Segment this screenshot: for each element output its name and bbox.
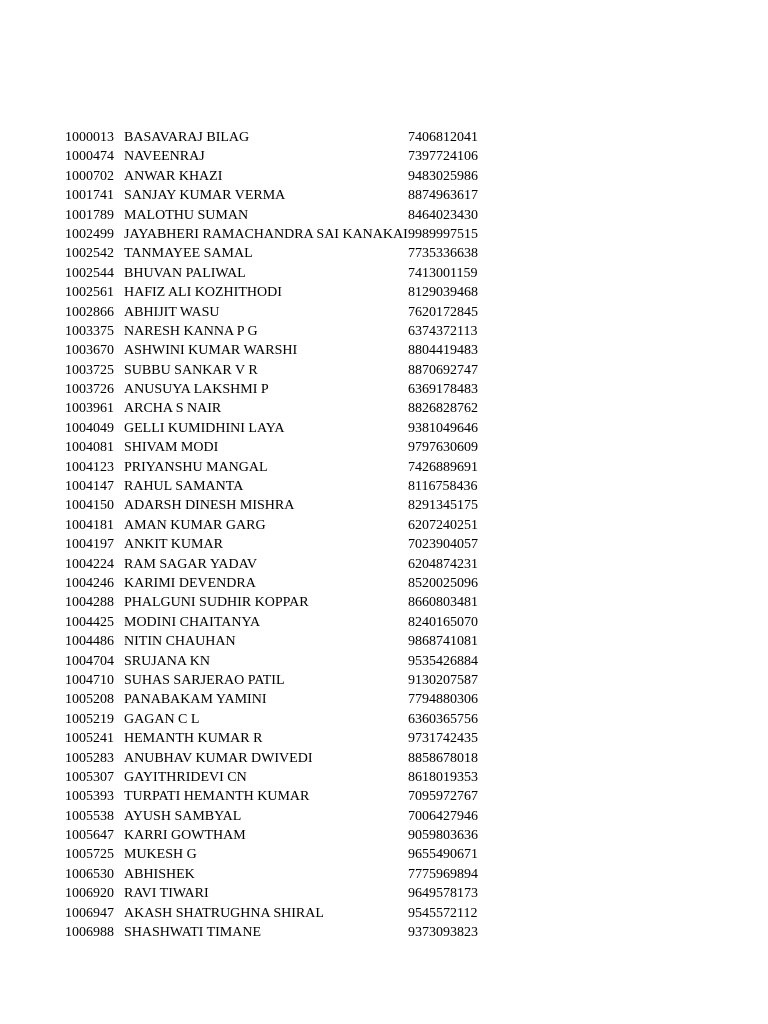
table-row <box>65 535 545 554</box>
record-phone: 8826828762 <box>408 401 478 417</box>
record-phone: 8116758436 <box>408 479 478 495</box>
record-name: ABHISHEK <box>124 866 195 882</box>
record-phone: 7620172845 <box>408 304 478 320</box>
record-id: 1006947 <box>65 905 114 921</box>
record-phone: 9059803636 <box>408 828 478 844</box>
record-id: 1004246 <box>65 575 114 591</box>
record-name: KARIMI DEVENDRA <box>124 575 256 591</box>
table-row <box>65 167 545 186</box>
table-row <box>65 128 545 147</box>
record-phone: 9989997515 <box>408 226 478 242</box>
table-row <box>65 516 545 535</box>
record-id: 1005283 <box>65 750 114 766</box>
record-phone: 6204874231 <box>408 556 478 572</box>
record-name: KARRI GOWTHAM <box>124 828 246 844</box>
record-phone: 9483025986 <box>408 168 478 184</box>
record-name: BASAVARAJ BILAG <box>124 130 250 145</box>
record-id: 1002561 <box>65 285 114 301</box>
record-phone: 7006427946 <box>408 808 478 824</box>
record-name: ANKIT KUMAR <box>124 537 223 553</box>
record-phone: 9381049646 <box>408 420 478 436</box>
table-row <box>65 496 545 515</box>
record-id: 1004081 <box>65 440 114 456</box>
record-id: 1004486 <box>65 634 114 650</box>
record-name: GAYITHRIDEVI CN <box>124 769 247 785</box>
record-phone: 7413001159 <box>408 265 478 281</box>
table-row <box>65 613 545 632</box>
table-row <box>65 341 545 360</box>
record-name: BHUVAN PALIWAL <box>124 265 246 281</box>
record-phone: 8660803481 <box>408 595 478 611</box>
record-phone: 7775969894 <box>408 866 478 882</box>
record-id: 1003670 <box>65 343 114 359</box>
record-id: 1000013 <box>65 130 114 145</box>
record-id: 1004704 <box>65 653 114 669</box>
record-phone: 9731742435 <box>408 731 478 747</box>
table-row <box>65 729 545 748</box>
record-id: 1004197 <box>65 537 114 553</box>
table-row <box>65 923 545 942</box>
record-phone: 9545572112 <box>408 905 478 921</box>
table-row <box>65 147 545 166</box>
record-name: MUKESH G <box>124 847 197 863</box>
record-id: 1003725 <box>65 362 114 378</box>
record-phone: 8291345175 <box>408 498 478 514</box>
record-id: 1001789 <box>65 207 114 223</box>
table-row <box>65 438 545 457</box>
record-id: 1002542 <box>65 246 114 262</box>
record-name: SUBBU SANKAR V R <box>124 362 258 378</box>
record-phone: 7397724106 <box>408 149 478 165</box>
record-id: 1004150 <box>65 498 114 514</box>
table-row <box>65 690 545 709</box>
table-row <box>65 477 545 496</box>
record-id: 1005725 <box>65 847 114 863</box>
record-name: TURPATI HEMANTH KUMAR <box>124 789 310 805</box>
record-name: NITIN CHAUHAN <box>124 634 236 650</box>
record-id: 1004147 <box>65 479 114 495</box>
table-row <box>65 555 545 574</box>
record-phone: 7426889691 <box>408 459 478 475</box>
table-row <box>65 458 545 477</box>
record-name: AKASH SHATRUGHNA SHIRAL <box>124 905 324 921</box>
table-row <box>65 225 545 244</box>
record-phone: 9868741081 <box>408 634 478 650</box>
record-phone: 6374372113 <box>408 323 478 339</box>
record-name: SANJAY KUMAR VERMA <box>124 188 286 204</box>
record-name: ADARSH DINESH MISHRA <box>124 498 295 514</box>
record-id: 1004425 <box>65 614 114 630</box>
record-id: 1003726 <box>65 382 114 398</box>
record-phone: 8129039468 <box>408 285 478 301</box>
record-phone: 6360365756 <box>408 711 478 727</box>
record-name: PANABAKAM YAMINI <box>124 692 267 708</box>
table-row <box>65 322 545 341</box>
table-row <box>65 749 545 768</box>
record-id: 1005393 <box>65 789 114 805</box>
record-id: 1000474 <box>65 149 114 165</box>
table-row <box>65 787 545 806</box>
record-phone: 9373093823 <box>408 925 478 941</box>
record-name: MODINI CHAITANYA <box>124 614 261 630</box>
record-phone: 8240165070 <box>408 614 478 630</box>
record-phone: 8520025096 <box>408 575 478 591</box>
record-phone: 8618019353 <box>408 769 478 785</box>
record-id: 1005219 <box>65 711 114 727</box>
record-name: SHASHWATI TIMANE <box>124 925 262 941</box>
table-row <box>65 768 545 787</box>
record-phone: 9130207587 <box>408 672 478 688</box>
record-id: 1005538 <box>65 808 114 824</box>
table-row <box>65 303 545 322</box>
record-phone: 7406812041 <box>408 130 478 145</box>
record-name: MALOTHU SUMAN <box>124 207 249 223</box>
record-phone: 9797630609 <box>408 440 478 456</box>
record-name: GELLI KUMIDHINI LAYA <box>124 420 285 436</box>
record-name: HEMANTH KUMAR R <box>124 731 263 747</box>
record-phone: 8874963617 <box>408 188 478 204</box>
record-id: 1005241 <box>65 731 114 747</box>
record-name: SRUJANA KN <box>124 653 210 669</box>
record-list <box>65 128 545 942</box>
record-id: 1006530 <box>65 866 114 882</box>
record-name: PRIYANSHU MANGAL <box>124 459 268 475</box>
table-row <box>65 419 545 438</box>
record-id: 1002544 <box>65 265 114 281</box>
record-id: 1002499 <box>65 226 114 242</box>
record-name: ANUBHAV KUMAR DWIVEDI <box>124 750 313 766</box>
record-name: GAGAN C L <box>124 711 200 727</box>
record-name: PHALGUNI SUDHIR KOPPAR <box>124 595 309 611</box>
record-id: 1005208 <box>65 692 114 708</box>
table-row <box>65 380 545 399</box>
table-row <box>65 710 545 729</box>
table-row <box>65 206 545 225</box>
record-name: SHIVAM MODI <box>124 440 219 456</box>
record-id: 1004288 <box>65 595 114 611</box>
record-phone: 7794880306 <box>408 692 478 708</box>
table-row <box>65 884 545 903</box>
record-id: 1004710 <box>65 672 114 688</box>
record-name: SUHAS SARJERAO PATIL <box>124 672 285 688</box>
table-row <box>65 593 545 612</box>
record-phone: 8870692747 <box>408 362 478 378</box>
table-row <box>65 399 545 418</box>
record-name: JAYABHERI RAMACHANDRA SAI KANAKAI <box>124 226 408 242</box>
record-phone: 8804419483 <box>408 343 478 359</box>
table-row <box>65 244 545 263</box>
record-id: 1003375 <box>65 323 114 339</box>
record-id: 1004181 <box>65 517 114 533</box>
table-row <box>65 264 545 283</box>
record-id: 1004049 <box>65 420 114 436</box>
table-row <box>65 671 545 690</box>
table-row <box>65 807 545 826</box>
table-row <box>65 632 545 651</box>
record-name: RAVI TIWARI <box>124 886 209 902</box>
record-name: RAHUL SAMANTA <box>124 479 244 495</box>
record-name: NARESH KANNA P G <box>124 323 258 339</box>
record-id: 1004224 <box>65 556 114 572</box>
record-id: 1004123 <box>65 459 114 475</box>
record-id: 1001741 <box>65 188 114 204</box>
table-row <box>65 652 545 671</box>
record-phone: 9649578173 <box>408 886 478 902</box>
record-id: 1003961 <box>65 401 114 417</box>
record-name: ANWAR KHAZI <box>124 168 223 184</box>
record-name: RAM SAGAR YADAV <box>124 556 258 572</box>
record-name: ARCHA S NAIR <box>124 401 222 417</box>
record-name: TANMAYEE SAMAL <box>124 246 253 262</box>
table-row <box>65 186 545 205</box>
record-id: 1005307 <box>65 769 114 785</box>
table-row <box>65 826 545 845</box>
record-name: ANUSUYA LAKSHMI P <box>124 382 269 398</box>
table-row <box>65 361 545 380</box>
table-row <box>65 865 545 884</box>
record-name: AMAN KUMAR GARG <box>124 517 266 533</box>
table-row <box>65 904 545 923</box>
record-phone: 9655490671 <box>408 847 478 863</box>
record-id: 1006988 <box>65 925 114 941</box>
table-row <box>65 574 545 593</box>
record-name: HAFIZ ALI KOZHITHODI <box>124 285 282 301</box>
record-id: 1002866 <box>65 304 114 320</box>
record-id: 1006920 <box>65 886 114 902</box>
record-phone: 9535426884 <box>408 653 478 669</box>
record-name: NAVEENRAJ <box>124 149 205 165</box>
record-name: ASHWINI KUMAR WARSHI <box>124 343 298 359</box>
record-phone: 8858678018 <box>408 750 478 766</box>
record-phone: 6369178483 <box>408 382 478 398</box>
record-phone: 7095972767 <box>408 789 478 805</box>
record-id: 1000702 <box>65 168 114 184</box>
record-phone: 7735336638 <box>408 246 478 262</box>
record-phone: 8464023430 <box>408 207 478 223</box>
record-name: ABHIJIT WASU <box>124 304 220 320</box>
record-name: AYUSH SAMBYAL <box>124 808 242 824</box>
record-id: 1005647 <box>65 828 114 844</box>
record-phone: 7023904057 <box>408 537 478 553</box>
table-row <box>65 845 545 864</box>
table-row <box>65 283 545 302</box>
record-phone: 6207240251 <box>408 517 478 533</box>
